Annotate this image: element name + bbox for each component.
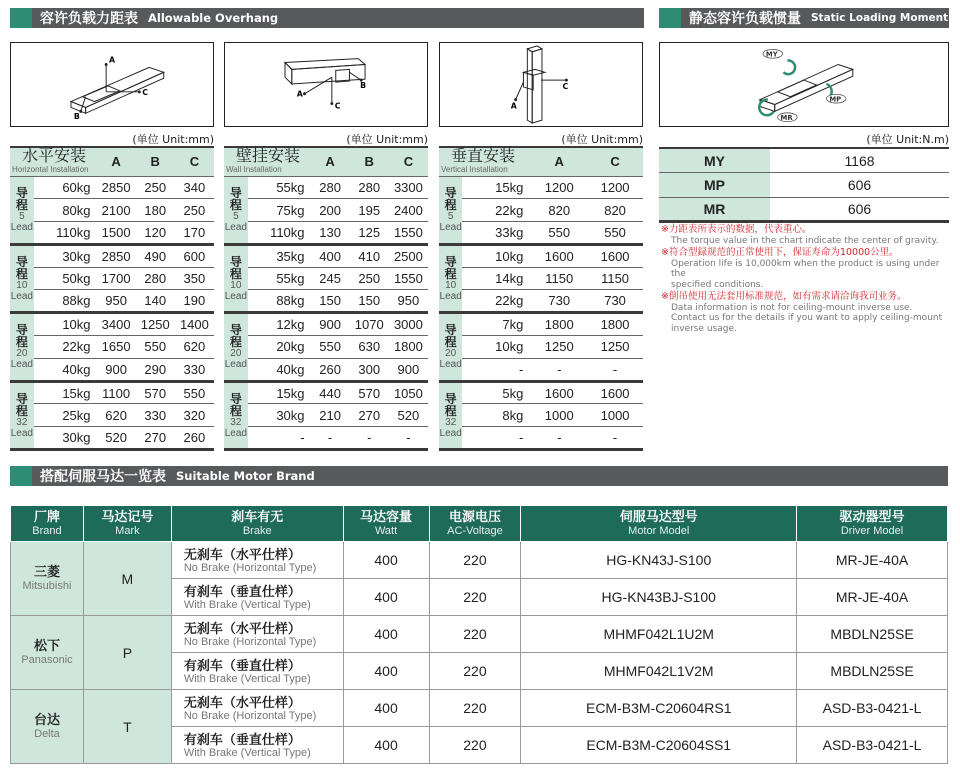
table-cell: 550 [587,222,643,245]
table-cell: 340 [175,176,214,199]
column-header: A [531,147,587,176]
table-cell: 1250 [587,336,643,359]
moment-row [659,197,949,222]
table-cell: 2850 [97,244,136,267]
table-row [10,381,214,404]
table-cell: 30kg [34,427,97,450]
header-voltage: 电源电压 AC-Voltage [429,506,521,542]
mark-cell: P [83,616,171,690]
horizontal-overhang-table [10,146,214,451]
header-brand: 厂牌 Brand [11,506,84,542]
table-cell: 150 [311,290,350,313]
column-header: A [97,147,136,176]
table-header-row [439,147,643,176]
table-cell: 7kg [462,313,531,336]
driver-model-cell: MR-JE-40A [797,579,948,616]
table-cell: 200 [311,199,350,222]
table-cell: 2400 [389,199,428,222]
lead-cell: 导程 5 Lead [10,176,34,244]
table-cell: 820 [587,199,643,222]
overhang-section-header [10,8,644,28]
table-row [224,222,428,245]
lead-cell: 导程 20 Lead [10,313,34,381]
table-row [439,427,643,450]
diagram-label-c: C [562,81,569,91]
watt-cell: 400 [343,653,429,690]
table-cell: - [531,427,587,450]
table-row [10,313,214,336]
table-cell: 22kg [462,199,531,222]
table-cell: 630 [350,336,389,359]
table-cell: 1800 [531,313,587,336]
table-cell: 1200 [587,176,643,199]
lead-cell: 导程 10 Lead [224,244,248,312]
motor-header-row [11,506,948,542]
diagram-label-c: C [142,87,149,97]
table-row [224,244,428,267]
motor-title-cn: 搭配伺服马达一览表 [40,469,166,485]
table-cell: 5kg [462,381,531,404]
table-row [224,176,428,199]
watt-cell: 400 [343,690,429,727]
vertical-overhang-table [439,146,643,451]
note-en: specified conditions. [671,279,764,290]
table-cell: - [248,427,311,450]
table-cell: 50kg [34,267,97,290]
table-row [224,336,428,359]
note-en: The torque value in the chart indicate the center of gravity. [671,235,939,246]
moment-key: MP [659,173,770,198]
table-cell: 1000 [587,404,643,427]
brake-cell: 有刹车（垂直仕样） With Brake (Vertical Type) [171,727,343,764]
diagram-label-a: A [296,89,303,99]
table-cell: 320 [175,404,214,427]
overhang-title-en: Allowable Overhang [148,11,279,25]
diagram-label-my: MY [765,50,778,59]
note-cn: ※力距表所表示的数据，代表重心。 [661,224,812,235]
install-type-header: 壁挂安装 Wall Installation [224,147,311,176]
moment-value: 606 [770,173,949,198]
brake-cell: 有刹车（垂直仕样） With Brake (Vertical Type) [171,653,343,690]
static-title-en: Static Loading Moment [811,12,949,24]
table-row [439,244,643,267]
table-cell: 280 [350,176,389,199]
watt-cell: 400 [343,616,429,653]
table-cell: 55kg [248,267,311,290]
install-type-header: 水平安装 Horizontal Installation [10,147,97,176]
lead-cell: 导程 32 Lead [439,381,462,449]
brake-cell: 无刹车（水平仕样） No Brake (Horizontal Type) [171,542,343,579]
lead-cell: 导程 20 Lead [224,313,248,381]
motor-row [11,542,948,579]
table-row [224,199,428,222]
table-cell: 600 [175,244,214,267]
brake-cell: 无刹车（水平仕样） No Brake (Horizontal Type) [171,690,343,727]
note-en: Operation life is 10,000km when the product is using under the [671,258,940,279]
table-row [10,404,214,427]
watt-cell: 400 [343,542,429,579]
note-cn: ※倒吊使用无法套用标准规范，如有需求请洽询我司业务。 [661,291,907,302]
diagram-label-a: A [510,101,517,111]
driver-model-cell: ASD-B3-0421-L [797,727,948,764]
mark-cell: T [83,690,171,764]
table-cell: 120 [136,222,175,245]
table-cell: 150 [350,290,389,313]
table-cell: 1600 [531,244,587,267]
mark-cell: M [83,542,171,616]
table-row [10,176,214,199]
table-cell: 1070 [350,313,389,336]
lead-cell: 导程 5 Lead [439,176,462,244]
table-cell: 22kg [34,336,97,359]
diagram-label-a: A [109,55,116,65]
lead-cell: 导程 10 Lead [10,244,34,312]
lead-cell: 导程 20 Lead [439,313,462,381]
table-row [224,358,428,381]
header-driver-model: 驱动器型号 Driver Model [797,506,948,542]
voltage-cell: 220 [429,542,521,579]
table-cell: 190 [175,290,214,313]
table-row [224,313,428,336]
table-row [439,199,643,222]
diagram-label-b: B [73,112,80,122]
table-cell: 620 [175,336,214,359]
table-cell: 250 [350,267,389,290]
table-cell: 14kg [462,267,531,290]
table-row [439,404,643,427]
wall-overhang-table [224,146,428,451]
table-cell: - [531,358,587,381]
table-cell: - [311,427,350,450]
header-motor-model: 伺服马达型号 Motor Model [521,506,797,542]
driver-model-cell: MR-JE-40A [797,542,948,579]
watt-cell: 400 [343,727,429,764]
table-cell: 350 [175,267,214,290]
note-en: inverse usage. [671,323,737,334]
table-row [224,290,428,313]
table-cell: 15kg [462,176,531,199]
brand-cell: 台达 Delta [11,690,84,764]
table-cell: 25kg [34,404,97,427]
table-cell: 88kg [34,290,97,313]
table-row [439,290,643,313]
column-header: B [350,147,389,176]
moment-value: 606 [770,197,949,222]
table-cell: 1100 [97,381,136,404]
table-row [439,358,643,381]
table-cell: 410 [350,244,389,267]
table-cell: 900 [389,358,428,381]
table-cell: 1400 [175,313,214,336]
column-header: A [311,147,350,176]
static-moment-table [659,147,949,223]
table-row [439,176,643,199]
column-header: C [175,147,214,176]
table-cell: 10kg [462,244,531,267]
table-cell: 900 [97,358,136,381]
table-cell: 250 [136,176,175,199]
table-cell: 330 [175,358,214,381]
table-cell: 270 [136,427,175,450]
table-cell: 1800 [389,336,428,359]
table-row [224,267,428,290]
table-cell: 250 [175,199,214,222]
notes-block [661,225,951,334]
overhang-title-cn: 容许负载力距表 [40,11,138,27]
moment-row [659,173,949,198]
table-row [10,427,214,450]
table-cell: 520 [389,404,428,427]
table-cell: 1250 [531,336,587,359]
table-header-row [224,147,428,176]
table-row [439,267,643,290]
table-row [10,222,214,245]
table-cell: 170 [175,222,214,245]
motor-title-en: Suitable Motor Brand [176,469,315,483]
table-cell: 80kg [34,199,97,222]
table-cell: 3000 [389,313,428,336]
table-row [439,336,643,359]
table-cell: - [587,358,643,381]
table-cell: 8kg [462,404,531,427]
table-row [10,199,214,222]
table-cell: 3300 [389,176,428,199]
table-cell: 1600 [587,244,643,267]
table-cell: 30kg [34,244,97,267]
diagram-label-mp: MP [829,95,842,104]
table-cell: 35kg [248,244,311,267]
column-header: B [136,147,175,176]
table-cell: 280 [311,176,350,199]
diagram-label-mr: MR [780,114,793,123]
table-cell: 245 [311,267,350,290]
unit-label: (单位 Unit:mm) [346,133,428,146]
table-cell: 1600 [587,381,643,404]
motor-model-cell: ECM-B3M-C20604SS1 [521,727,797,764]
table-header-row [10,147,214,176]
table-cell: 440 [311,381,350,404]
table-cell: 550 [531,222,587,245]
table-row [10,358,214,381]
table-cell: 1250 [136,313,175,336]
table-cell: 280 [136,267,175,290]
table-cell: 730 [531,290,587,313]
table-cell: 1050 [389,381,428,404]
table-cell: 10kg [462,336,531,359]
motor-model-cell: MHMF042L1V2M [521,653,797,690]
table-cell: 820 [531,199,587,222]
table-row [10,336,214,359]
table-cell: 570 [136,381,175,404]
table-cell: 195 [350,199,389,222]
table-cell: 490 [136,244,175,267]
motor-model-cell: HG-KN43BJ-S100 [521,579,797,616]
table-cell: 12kg [248,313,311,336]
diagram-label-b: B [360,80,367,90]
table-row [439,381,643,404]
install-type-header: 垂直安装 Vertical Installation [439,147,531,176]
table-cell: 2500 [389,244,428,267]
table-cell: 300 [350,358,389,381]
motor-row [11,616,948,653]
table-cell: 60kg [34,176,97,199]
voltage-cell: 220 [429,579,521,616]
motor-brand-table [10,505,948,764]
table-cell: 2100 [97,199,136,222]
horizontal-install-diagram [10,42,214,127]
header-brake: 刹车有无 Brake [171,506,343,542]
note-en: Data information is not for ceiling-mount inverse use. [671,302,913,313]
lead-cell: 导程 32 Lead [10,381,34,449]
motor-model-cell: HG-KN43J-S100 [521,542,797,579]
column-header: C [389,147,428,176]
unit-label: (单位 Unit:mm) [132,133,214,146]
table-cell: 140 [136,290,175,313]
table-cell: 1150 [531,267,587,290]
table-cell: 290 [136,358,175,381]
brake-cell: 有刹车（垂直仕样） With Brake (Vertical Type) [171,579,343,616]
lead-cell: 导程 10 Lead [439,244,462,312]
table-cell: 570 [350,381,389,404]
unit-label: (单位 Unit:N.m) [866,133,949,146]
note-cn: ※符合型録规范的正常使用下，保证寿命为10000公里。 [661,247,899,258]
table-row [439,222,643,245]
table-row [10,290,214,313]
table-cell: 15kg [248,381,311,404]
table-row [224,404,428,427]
table-row [224,427,428,450]
table-cell: 88kg [248,290,311,313]
column-header: C [587,147,643,176]
table-cell: 33kg [462,222,531,245]
table-cell: 1000 [531,404,587,427]
voltage-cell: 220 [429,727,521,764]
moment-row [659,148,949,173]
table-cell: 55kg [248,176,311,199]
table-cell: 730 [587,290,643,313]
table-cell: 10kg [34,313,97,336]
table-cell: 950 [389,290,428,313]
moment-key: MY [659,148,770,173]
table-cell: 15kg [34,381,97,404]
table-cell: 900 [311,313,350,336]
table-cell: 75kg [248,199,311,222]
brand-cell: 松下 Panasonic [11,616,84,690]
table-cell: - [462,358,531,381]
motor-model-cell: ECM-B3M-C20604RS1 [521,690,797,727]
table-cell: 20kg [248,336,311,359]
table-cell: 110kg [248,222,311,245]
table-cell: - [587,427,643,450]
table-cell: - [350,427,389,450]
voltage-cell: 220 [429,616,521,653]
brand-cell: 三菱 Mitsubishi [11,542,84,616]
brake-cell: 无刹车（水平仕样） No Brake (Horizontal Type) [171,616,343,653]
table-cell: 210 [311,404,350,427]
table-cell: 40kg [248,358,311,381]
header-watt: 马达容量 Watt [343,506,429,542]
table-row [224,381,428,404]
table-cell: 110kg [34,222,97,245]
lead-cell: 导程 32 Lead [224,381,248,449]
table-cell: 400 [311,244,350,267]
unit-label: (单位 Unit:mm) [561,133,643,146]
motor-section-header [10,466,948,486]
table-cell: 330 [136,404,175,427]
table-cell: 30kg [248,404,311,427]
table-cell: 1500 [97,222,136,245]
table-cell: 620 [97,404,136,427]
moment-value: 1168 [770,148,949,173]
voltage-cell: 220 [429,690,521,727]
motor-model-cell: MHMF042L1U2M [521,616,797,653]
table-cell: 180 [136,199,175,222]
header-mark: 马达记号 Mark [83,506,171,542]
table-cell: 1550 [389,267,428,290]
table-cell: 260 [311,358,350,381]
moment-diagram [659,42,949,127]
vertical-install-diagram [439,42,643,127]
table-cell: 1150 [587,267,643,290]
voltage-cell: 220 [429,653,521,690]
table-cell: 550 [136,336,175,359]
driver-model-cell: MBDLN25SE [797,616,948,653]
table-cell: 950 [97,290,136,313]
table-cell: 1550 [389,222,428,245]
table-cell: - [389,427,428,450]
note-en: Contact us for the details if you want to apply ceiling-mount [671,313,943,323]
static-section-header [659,8,949,28]
table-cell: 520 [97,427,136,450]
watt-cell: 400 [343,579,429,616]
motor-row [11,690,948,727]
table-cell: 125 [350,222,389,245]
lead-cell: 导程 5 Lead [224,176,248,244]
table-cell: 22kg [462,290,531,313]
table-cell: 130 [311,222,350,245]
driver-model-cell: ASD-B3-0421-L [797,690,948,727]
table-cell: 2850 [97,176,136,199]
table-cell: 1200 [531,176,587,199]
static-title-cn: 静态容许负载惯量 [689,11,801,27]
table-cell: 550 [175,381,214,404]
table-cell: 1650 [97,336,136,359]
wall-install-diagram [224,42,428,127]
table-cell: 270 [350,404,389,427]
table-cell: 260 [175,427,214,450]
diagram-label-c: C [334,101,341,111]
table-cell: - [462,427,531,450]
table-cell: 1700 [97,267,136,290]
table-cell: 40kg [34,358,97,381]
driver-model-cell: MBDLN25SE [797,653,948,690]
table-row [439,313,643,336]
table-cell: 1800 [587,313,643,336]
table-cell: 550 [311,336,350,359]
table-cell: 3400 [97,313,136,336]
table-row [10,267,214,290]
moment-key: MR [659,197,770,222]
table-cell: 1600 [531,381,587,404]
table-row [10,244,214,267]
